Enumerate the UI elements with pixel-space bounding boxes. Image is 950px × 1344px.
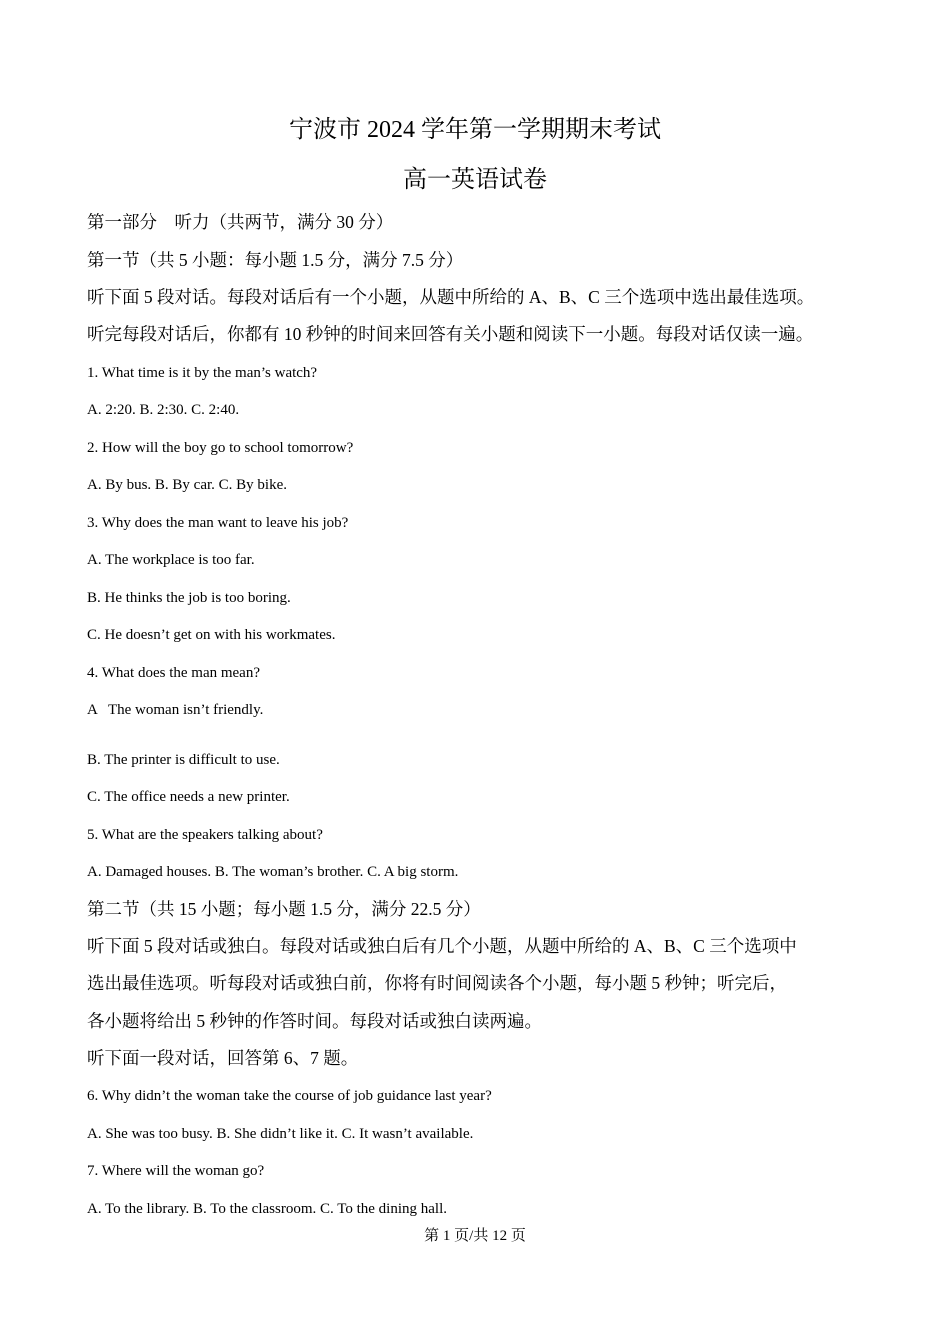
question-2-options: A. By bus. B. By car. C. By bike. <box>87 477 288 493</box>
instruction-text: 听完每段对话后，你都有 10 秒钟的时间来回答有关小题和阅读下一小题。每段对话仅读一遍。 <box>87 324 814 344</box>
question-5-options: A. Damaged houses. B. The woman’s brother. C. A big storm. <box>87 864 459 880</box>
question-4-option-b: B. The printer is difficult to use. <box>87 752 280 768</box>
instruction-text: 听下面一段对话，回答第 6、7 题。 <box>87 1048 359 1068</box>
page-footer: 第 1 页/共 12 页 <box>424 1228 526 1244</box>
question-3: 3. Why does the man want to leave his job? <box>87 515 349 531</box>
question-4-option-a: A The woman isn’t friendly. <box>87 702 264 718</box>
question-4-option-c: C. The office needs a new printer. <box>87 789 290 805</box>
question-1-options: A. 2:20. B. 2:30. C. 2:40. <box>87 402 240 418</box>
question-5: 5. What are the speakers talking about? <box>87 827 323 843</box>
question-2: 2. How will the boy go to school tomorrow? <box>87 440 354 456</box>
instruction-text: 各小题将给出 5 秒钟的作答时间。每段对话或独白读两遍。 <box>87 1011 542 1031</box>
question-7: 7. Where will the woman go? <box>87 1163 265 1179</box>
instruction-text: 选出最佳选项。听每段对话或独白前，你将有时间阅读各个小题，每小题 5 秒钟；听完后， <box>87 973 787 993</box>
exam-title: 宁波市 2024 学年第一学期期末考试 <box>289 117 661 143</box>
question-3-option-c: C. He doesn’t get on with his workmates. <box>87 627 336 643</box>
question-6: 6. Why didn’t the woman take the course of job guidance last year? <box>87 1088 492 1104</box>
instruction-text: 听下面 5 段对话或独白。每段对话或独白后有几个小题，从题中所给的 A、B、C 三个选项中 <box>87 936 797 956</box>
question-7-options: A. To the library. B. To the classroom. C. To the dining hall. <box>87 1201 448 1217</box>
section-heading: 第一部分 听力（共两节，满分 30 分） <box>87 212 394 232</box>
question-1: 1. What time is it by the man’s watch? <box>87 365 318 381</box>
subsection-heading: 第二节（共 15 小题；每小题 1.5 分，满分 22.5 分） <box>87 899 481 919</box>
subsection-heading: 第一节（共 5 小题：每小题 1.5 分，满分 7.5 分） <box>87 250 464 270</box>
question-6-options: A. She was too busy. B. She didn’t like it. C. It wasn’t available. <box>87 1126 474 1142</box>
question-4: 4. What does the man mean? <box>87 665 260 681</box>
instruction-text: 听下面 5 段对话。每段对话后有一个小题，从题中所给的 A、B、C 三个选项中选出最佳选项。 <box>87 287 815 307</box>
exam-subtitle: 高一英语试卷 <box>403 167 547 193</box>
question-3-option-a: A. The workplace is too far. <box>87 552 255 568</box>
question-3-option-b: B. He thinks the job is too boring. <box>87 590 291 606</box>
